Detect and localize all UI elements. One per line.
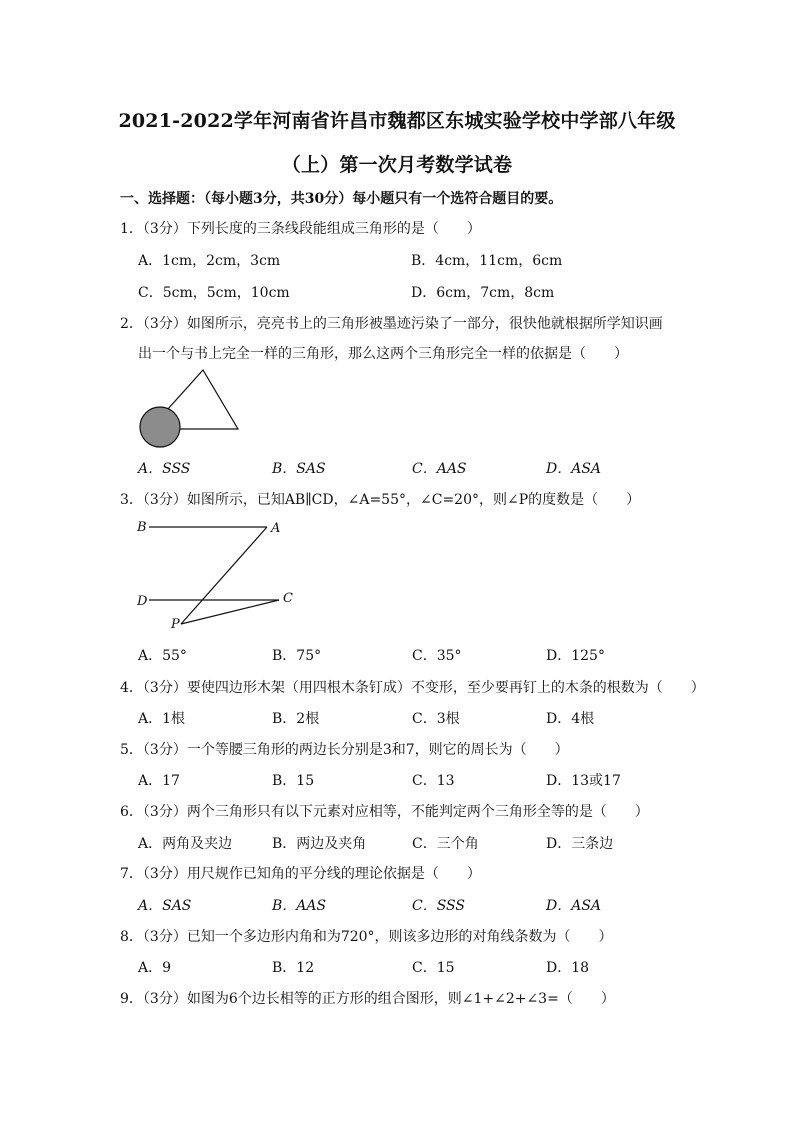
question-2-stem: 2．（3分）如图所示，亮亮书上的三角形被墨迹污染了一部分，很快他就根据所学知识画 [120,316,663,332]
question-1-stem: 1．（3分）下列长度的三条线段能组成三角形的是（ ） [120,221,481,237]
exam-title-line1: 2021-2022学年河南省许昌市魏都区东城实验学校中学部八年级 [118,110,676,132]
question-5-option-c[interactable]: C．13 [412,773,455,789]
question-8-option-a[interactable]: A．9 [138,960,172,976]
section-heading: 一、选择题：（每小题3分，共30分）每小题只有一个选符合题目的要。 [120,191,563,207]
question-6-option-a[interactable]: A．两角及夹边 [138,836,233,852]
question-5-option-a[interactable]: A．17 [138,773,180,789]
question-3-stem: 3．（3分）如图所示，已知AB∥CD，∠A=55°，∠C=20°，则∠P的度数是（ ） [120,492,641,508]
question-1-option-c[interactable]: C．5cm，5cm，10cm [138,285,290,301]
question-7-option-c[interactable]: C．SSS [412,898,465,914]
question-3-option-c[interactable]: C．35° [412,648,462,664]
question-4-option-b[interactable]: B．2根 [272,711,320,727]
question-1-option-b[interactable]: B．4cm，11cm，6cm [411,253,563,269]
line-pc [181,600,279,624]
question-5-stem: 5．（3分）一个等腰三角形的两边长分别是3和7，则它的周长为（ ） [120,742,569,758]
label-c: C [283,591,293,606]
question-8-option-d[interactable]: D．18 [546,960,590,976]
question-6-option-b[interactable]: B．两边及夹角 [272,836,367,852]
question-2-option-d[interactable]: D．ASA [546,461,602,477]
exam-title-line2: （上）第一次月考数学试卷 [281,154,513,176]
label-b: B [137,520,147,535]
question-2-stem-line2: 出一个与书上完全一样的三角形，那么这两个三角形完全一样的依据是（ ） [138,346,628,362]
question-9-stem: 9．（3分）如图为6个边长相等的正方形的组合图形，则∠1+∠2+∠3=（ ） [120,991,615,1007]
question-8-option-b[interactable]: B．12 [272,960,315,976]
question-6-option-d[interactable]: D．三条边 [546,836,614,852]
question-1-option-d[interactable]: D．6cm，7cm，8cm [411,285,555,301]
ink-blot [140,407,180,447]
question-4-option-a[interactable]: A．1根 [138,711,186,727]
question-7-option-a[interactable]: A．SAS [138,898,192,914]
question-5-option-b[interactable]: B．15 [272,773,315,789]
question-5-option-d[interactable]: D．13或17 [546,773,621,789]
question-4-option-d[interactable]: D．4根 [546,711,595,727]
question-4-option-c[interactable]: C．3根 [412,711,460,727]
question-3-option-b[interactable]: B．75° [272,648,322,664]
label-p: P [171,617,180,632]
label-d: D [137,594,148,609]
question-3-option-d[interactable]: D．125° [546,648,605,664]
question-8-stem: 8．（3分）已知一个多边形内角和为720°，则该多边形的对角线条数为（ ） [120,929,613,945]
question-8-option-c[interactable]: C．15 [412,960,455,976]
question-3-option-a[interactable]: A．55° [138,648,187,664]
question-2-figure [130,365,250,450]
question-4-stem: 4．（3分）要使四边形木架（用四根木条钉成）不变形，至少要再钉上的木条的根数为（ ） [120,680,705,696]
question-1-option-a[interactable]: A．1cm，2cm，3cm [138,253,281,269]
label-a: A [271,521,281,536]
question-3-figure [135,512,305,632]
question-7-stem: 7．（3分）用尺规作已知角的平分线的理论依据是（ ） [120,866,481,882]
question-2-option-a[interactable]: A．SSS [138,461,191,477]
question-7-option-d[interactable]: D．ASA [546,898,602,914]
question-7-option-b[interactable]: B．AAS [272,898,327,914]
line-ap [181,527,267,624]
question-2-option-b[interactable]: B．SAS [272,461,326,477]
question-2-option-c[interactable]: C．AAS [412,461,467,477]
question-6-stem: 6．（3分）两个三角形只有以下元素对应相等，不能判定两个三角形全等的是（ ） [120,804,649,820]
question-6-option-c[interactable]: C．三个角 [412,836,479,852]
